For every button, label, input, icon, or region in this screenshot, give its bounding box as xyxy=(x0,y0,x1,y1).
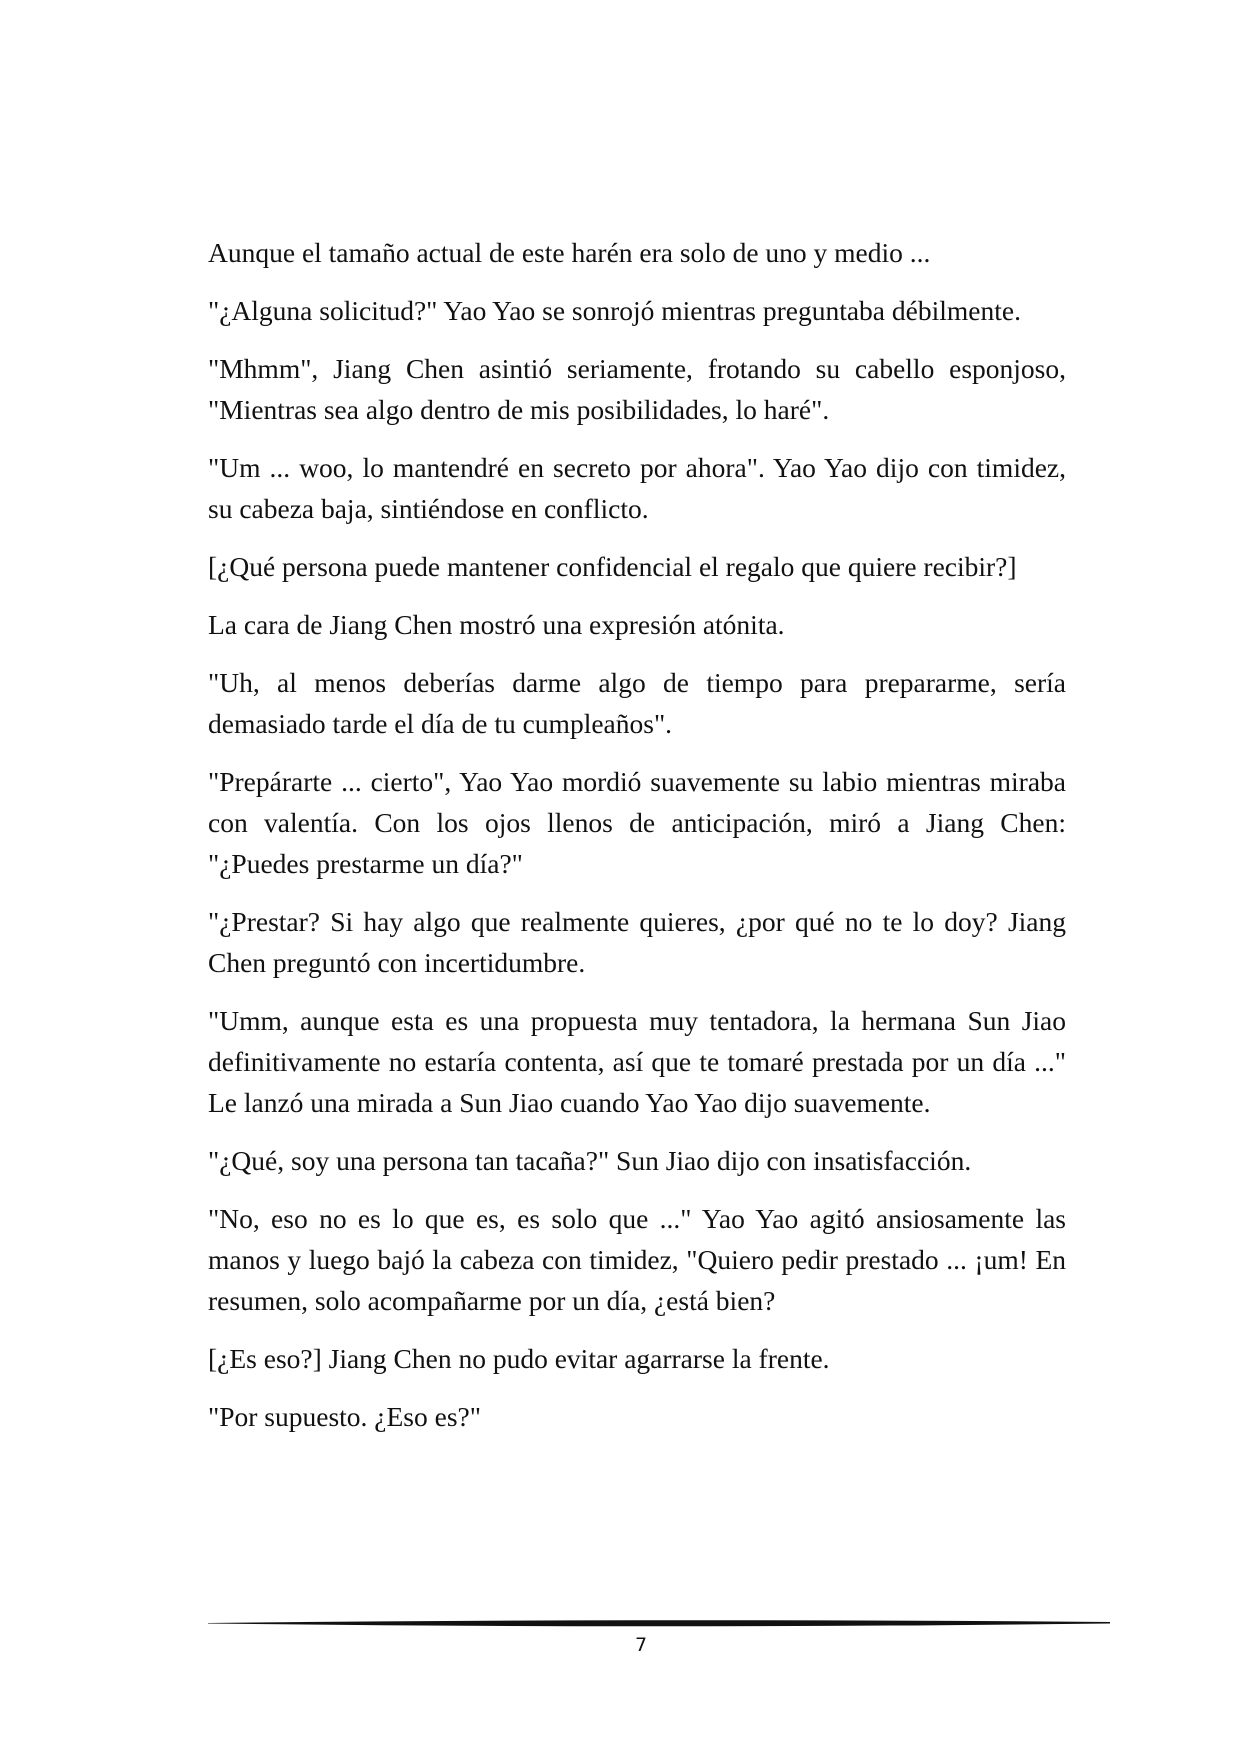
paragraph-14: "Por supuesto. ¿Eso es?" xyxy=(208,1401,481,1432)
paragraph-12: "No, eso no es lo que es, es solo que ..." Yao Yao agitó ansiosamente las manos y luego bajó la cabeza con timidez, "Quiero pedir prestado ... ¡um! En resumen, solo acompañarme por un día, ¿está bien? xyxy=(208,1203,1066,1316)
page-body xyxy=(208,232,1066,1454)
paragraph-8: "Prepárarte ... cierto", Yao Yao mordió suavemente su labio mientras miraba con valentía. Con los ojos llenos de anticipación, miró a Jiang Chen: "¿Puedes prestarme un día?" xyxy=(208,766,1066,879)
paragraph-6: La cara de Jiang Chen mostró una expresión atónita. xyxy=(208,609,785,640)
footer-divider xyxy=(208,1618,1110,1628)
paragraph-11: "¿Qué, soy una persona tan tacaña?" Sun Jiao dijo con insatisfacción. xyxy=(208,1145,972,1176)
page-number: 7 xyxy=(634,1634,648,1656)
paragraph-9: "¿Prestar? Si hay algo que realmente quieres, ¿por qué no te lo doy? Jiang Chen preguntó con incertidumbre. xyxy=(208,906,1066,978)
paragraph-4: "Um ... woo, lo mantendré en secreto por ahora". Yao Yao dijo con timidez, su cabeza baja, sintiéndose en conflicto. xyxy=(208,452,1066,524)
paragraph-2: "¿Alguna solicitud?" Yao Yao se sonrojó mientras preguntaba débilmente. xyxy=(208,295,1021,326)
paragraph-1: Aunque el tamaño actual de este harén era solo de uno y medio ... xyxy=(208,237,931,268)
paragraph-13: [¿Es eso?] Jiang Chen no pudo evitar agarrarse la frente. xyxy=(208,1343,830,1374)
paragraph-7: "Uh, al menos deberías darme algo de tiempo para prepararme, sería demasiado tarde el día de tu cumpleaños". xyxy=(208,667,1066,739)
paragraph-5: [¿Qué persona puede mantener confidencial el regalo que quiere recibir?] xyxy=(208,551,1017,582)
paragraph-3: "Mhmm", Jiang Chen asintió seriamente, frotando su cabello esponjoso, "Mientras sea algo dentro de mis posibilidades, lo haré". xyxy=(208,353,1066,425)
paragraph-10: "Umm, aunque esta es una propuesta muy tentadora, la hermana Sun Jiao definitivamente no estaría contenta, así que te tomaré prestada por un día ..." Le lanzó una mirada a Sun Jiao cuando Yao Yao dijo suavemente. xyxy=(208,1005,1066,1118)
